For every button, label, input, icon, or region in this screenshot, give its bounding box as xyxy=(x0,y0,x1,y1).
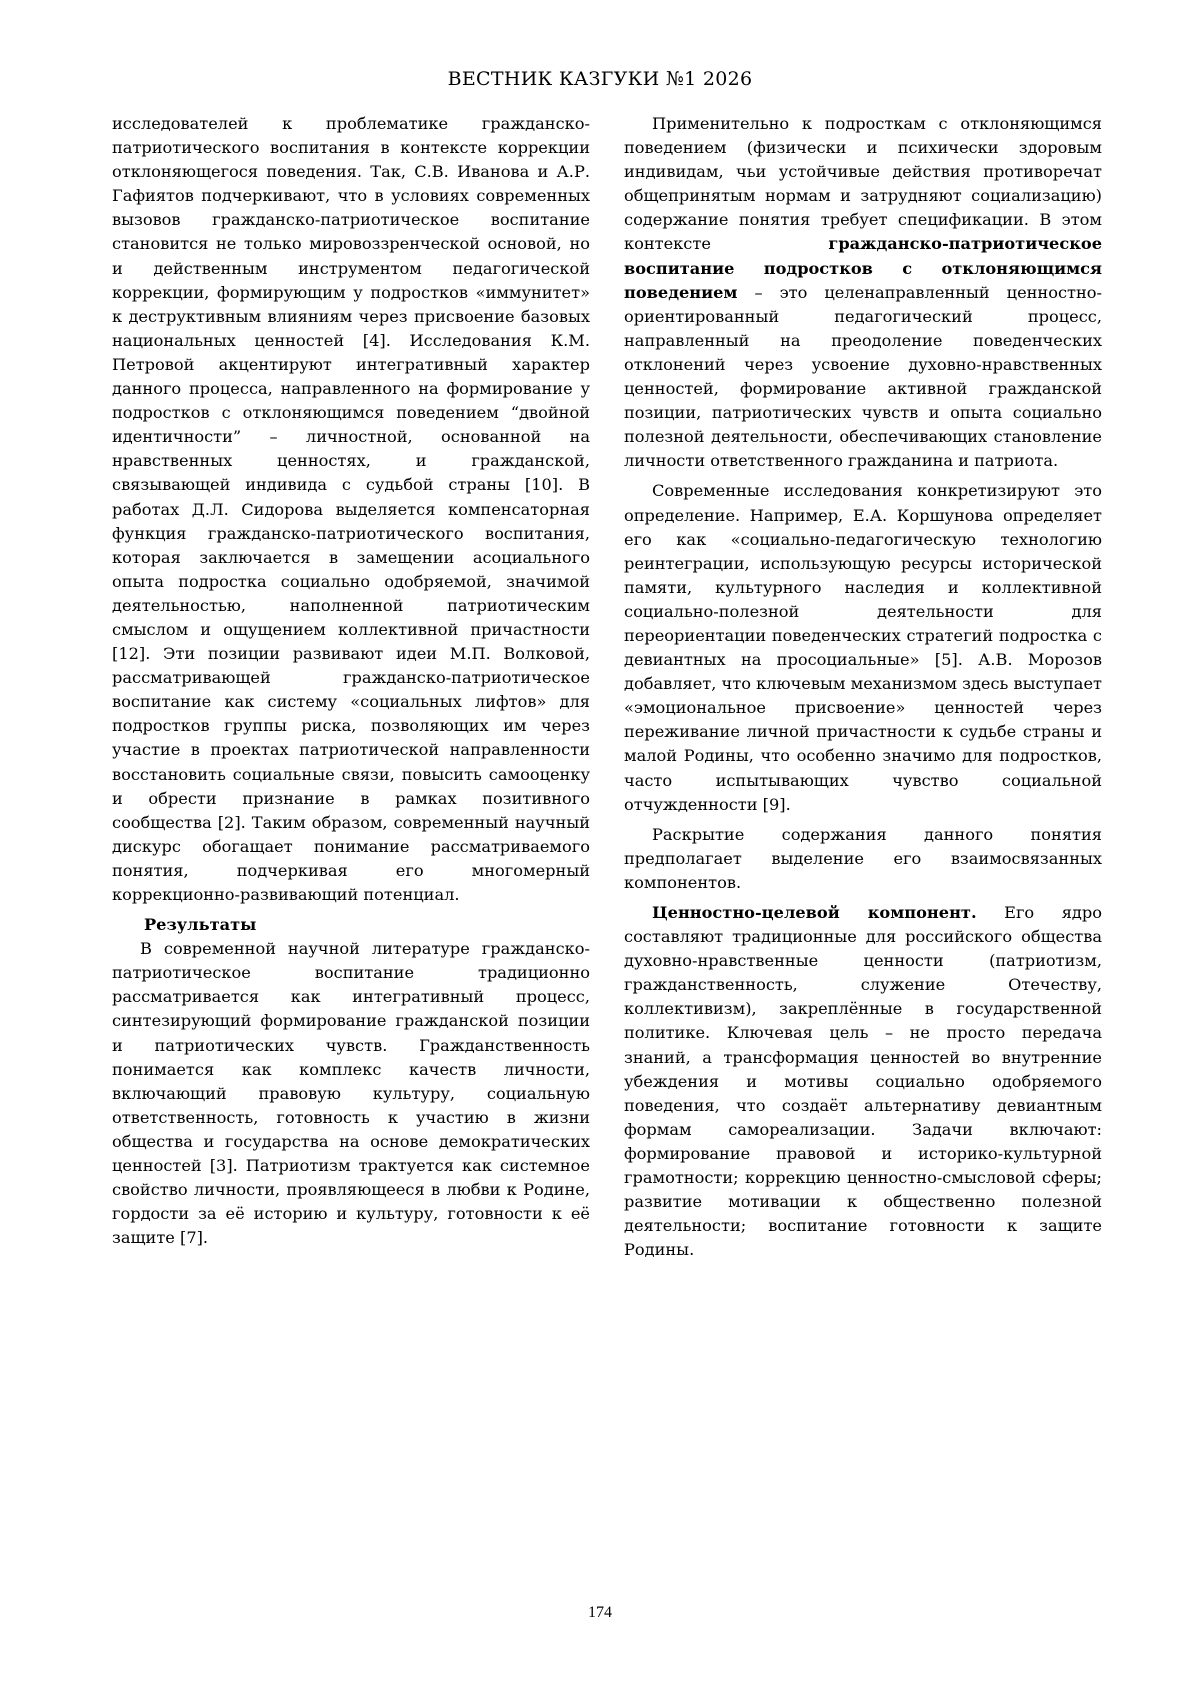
text-run: Применительно к подросткам с отклоняющимся поведением (физически и психически здоровым индивидам, чьи устойчивые действия противоречат общепринятым нормам и затрудняют социализацию) содержание понятия требует спецификации. В этом контексте xyxy=(624,114,1102,254)
component-term: Ценностно-целевой компонент. xyxy=(652,903,977,922)
page-number: 174 xyxy=(588,1604,612,1621)
paragraph: Современные исследования конкретизируют это определение. Например, Е.А. Коршунова определяет его как «социально-педагогическую технологию реинтеграции, использующую ресурсы исторической памяти, культурного наследия и коллективной социально-полезной деятельности для переориентации поведенческих стратегий подростка с девиантных на просоциальные» [5]. А.В. Морозов добавляет, что ключевым механизмом здесь выступает «эмоциональное присвоение» ценностей через переживание личной причастности к судьбе страны и малой Родины, что особенно значимо для подростков, часто испытывающих чувство социальной отчужденности [9]. xyxy=(624,481,1102,814)
paragraph xyxy=(624,112,1102,473)
paragraph: В современной научной литературе гражданско-патриотическое воспитание традиционно рассматривается как интегративный процесс, синтезирующий формирование гражданской позиции и патриотических чувств. Гражданственность понимается как комплекс качеств личности, включающий правовую культуру, социальную ответственность, готовность к участию в жизни общества и государства на основе демократических ценностей [3]. Патриотизм трактуется как системное свойство личности, проявляющееся в любви к Родине, гордости за её историю и культуру, готовности к её защите [7]. xyxy=(112,939,590,1248)
definition-term: гражданско-патриотическое воспитание подростков с отклоняющимся поведением xyxy=(624,234,1102,302)
paragraph: исследователей к проблематике гражданско-патриотического воспитания в контексте коррекции отклоняющегося поведения. Так, С.В. Иванова и А.Р. Гафиятов подчеркивают, что в условиях современных вызовов гражданско-патриотическое воспитание становится не только мировоззренческой основой, но и действенным инструментом педагогической коррекции, формирующим у подростков «иммунитет» к деструктивным влияниям через присвоение базовых национальных ценностей [4]. Исследования К.М. Петровой акцентируют интегративный характер данного процесса, направленного на формирование у подростков с отклоняющимся поведением “двойной идентичности” – личностной, основанной на нравственных ценностях, и гражданской, связывающей индивида с судьбой страны [10]. В работах Д.Л. Сидорова выделяется компенсаторная функция гражданско-патриотического воспитания, которая заключается в замещении асоциального опыта подростка социально одобряемой, значимой деятельностью, наполненной патриотическим смыслом и ощущением коллективной причастности [12]. Эти позиции развивают идеи М.П. Волковой, рассматривающей гражданско-патриотическое воспитание как систему «социальных лифтов» для подростков группы риска, позволяющих им через участие в проектах патриотической направленности восстановить социальные связи, повысить самооценку и обрести признание в рамках позитивного сообщества [2]. Таким образом, современный научный дискурс обогащает понимание рассматриваемого понятия, подчеркивая его многомерный коррекционно-развивающий потенциал. xyxy=(112,114,590,904)
text-run: Его ядро составляют традиционные для российского общества духовно-нравственные ценности (патриотизм, гражданственность, служение Отечеству, коллективизм), закреплённые в государственной политике. Ключевая цель – не просто передача знаний, а трансформация ценностей во внутренние убеждения и мотивы социально одобряемого поведения, что создаёт альтернативу девиантным формам самореализации. Задачи включают: формирование правовой и историко-культурной грамотности; коррекцию ценностно-смысловой сферы; развитие мотивации к общественно полезной деятельности; воспитание готовности к защите Родины. xyxy=(624,903,1102,1260)
journal-header: ВЕСТНИК КАЗГУКИ №1 2026 xyxy=(447,68,753,90)
paragraph: Раскрытие содержания данного понятия предполагает выделение его взаимосвязанных компонентов. xyxy=(624,824,1102,892)
right-column xyxy=(624,112,1102,1268)
section-heading: Результаты xyxy=(144,915,257,935)
paragraph xyxy=(624,901,1102,1262)
left-column xyxy=(112,112,590,1256)
text-run: – это целенаправленный ценностно-ориентированный педагогический процесс, направленный на преодоление поведенческих отклонений через усвоение духовно-нравственных ценностей, формирование активной гражданской позиции, патриотических чувств и опыта социально полезной деятельности, обеспечивающих становление личности ответственного гражданина и патриота. xyxy=(624,282,1102,471)
